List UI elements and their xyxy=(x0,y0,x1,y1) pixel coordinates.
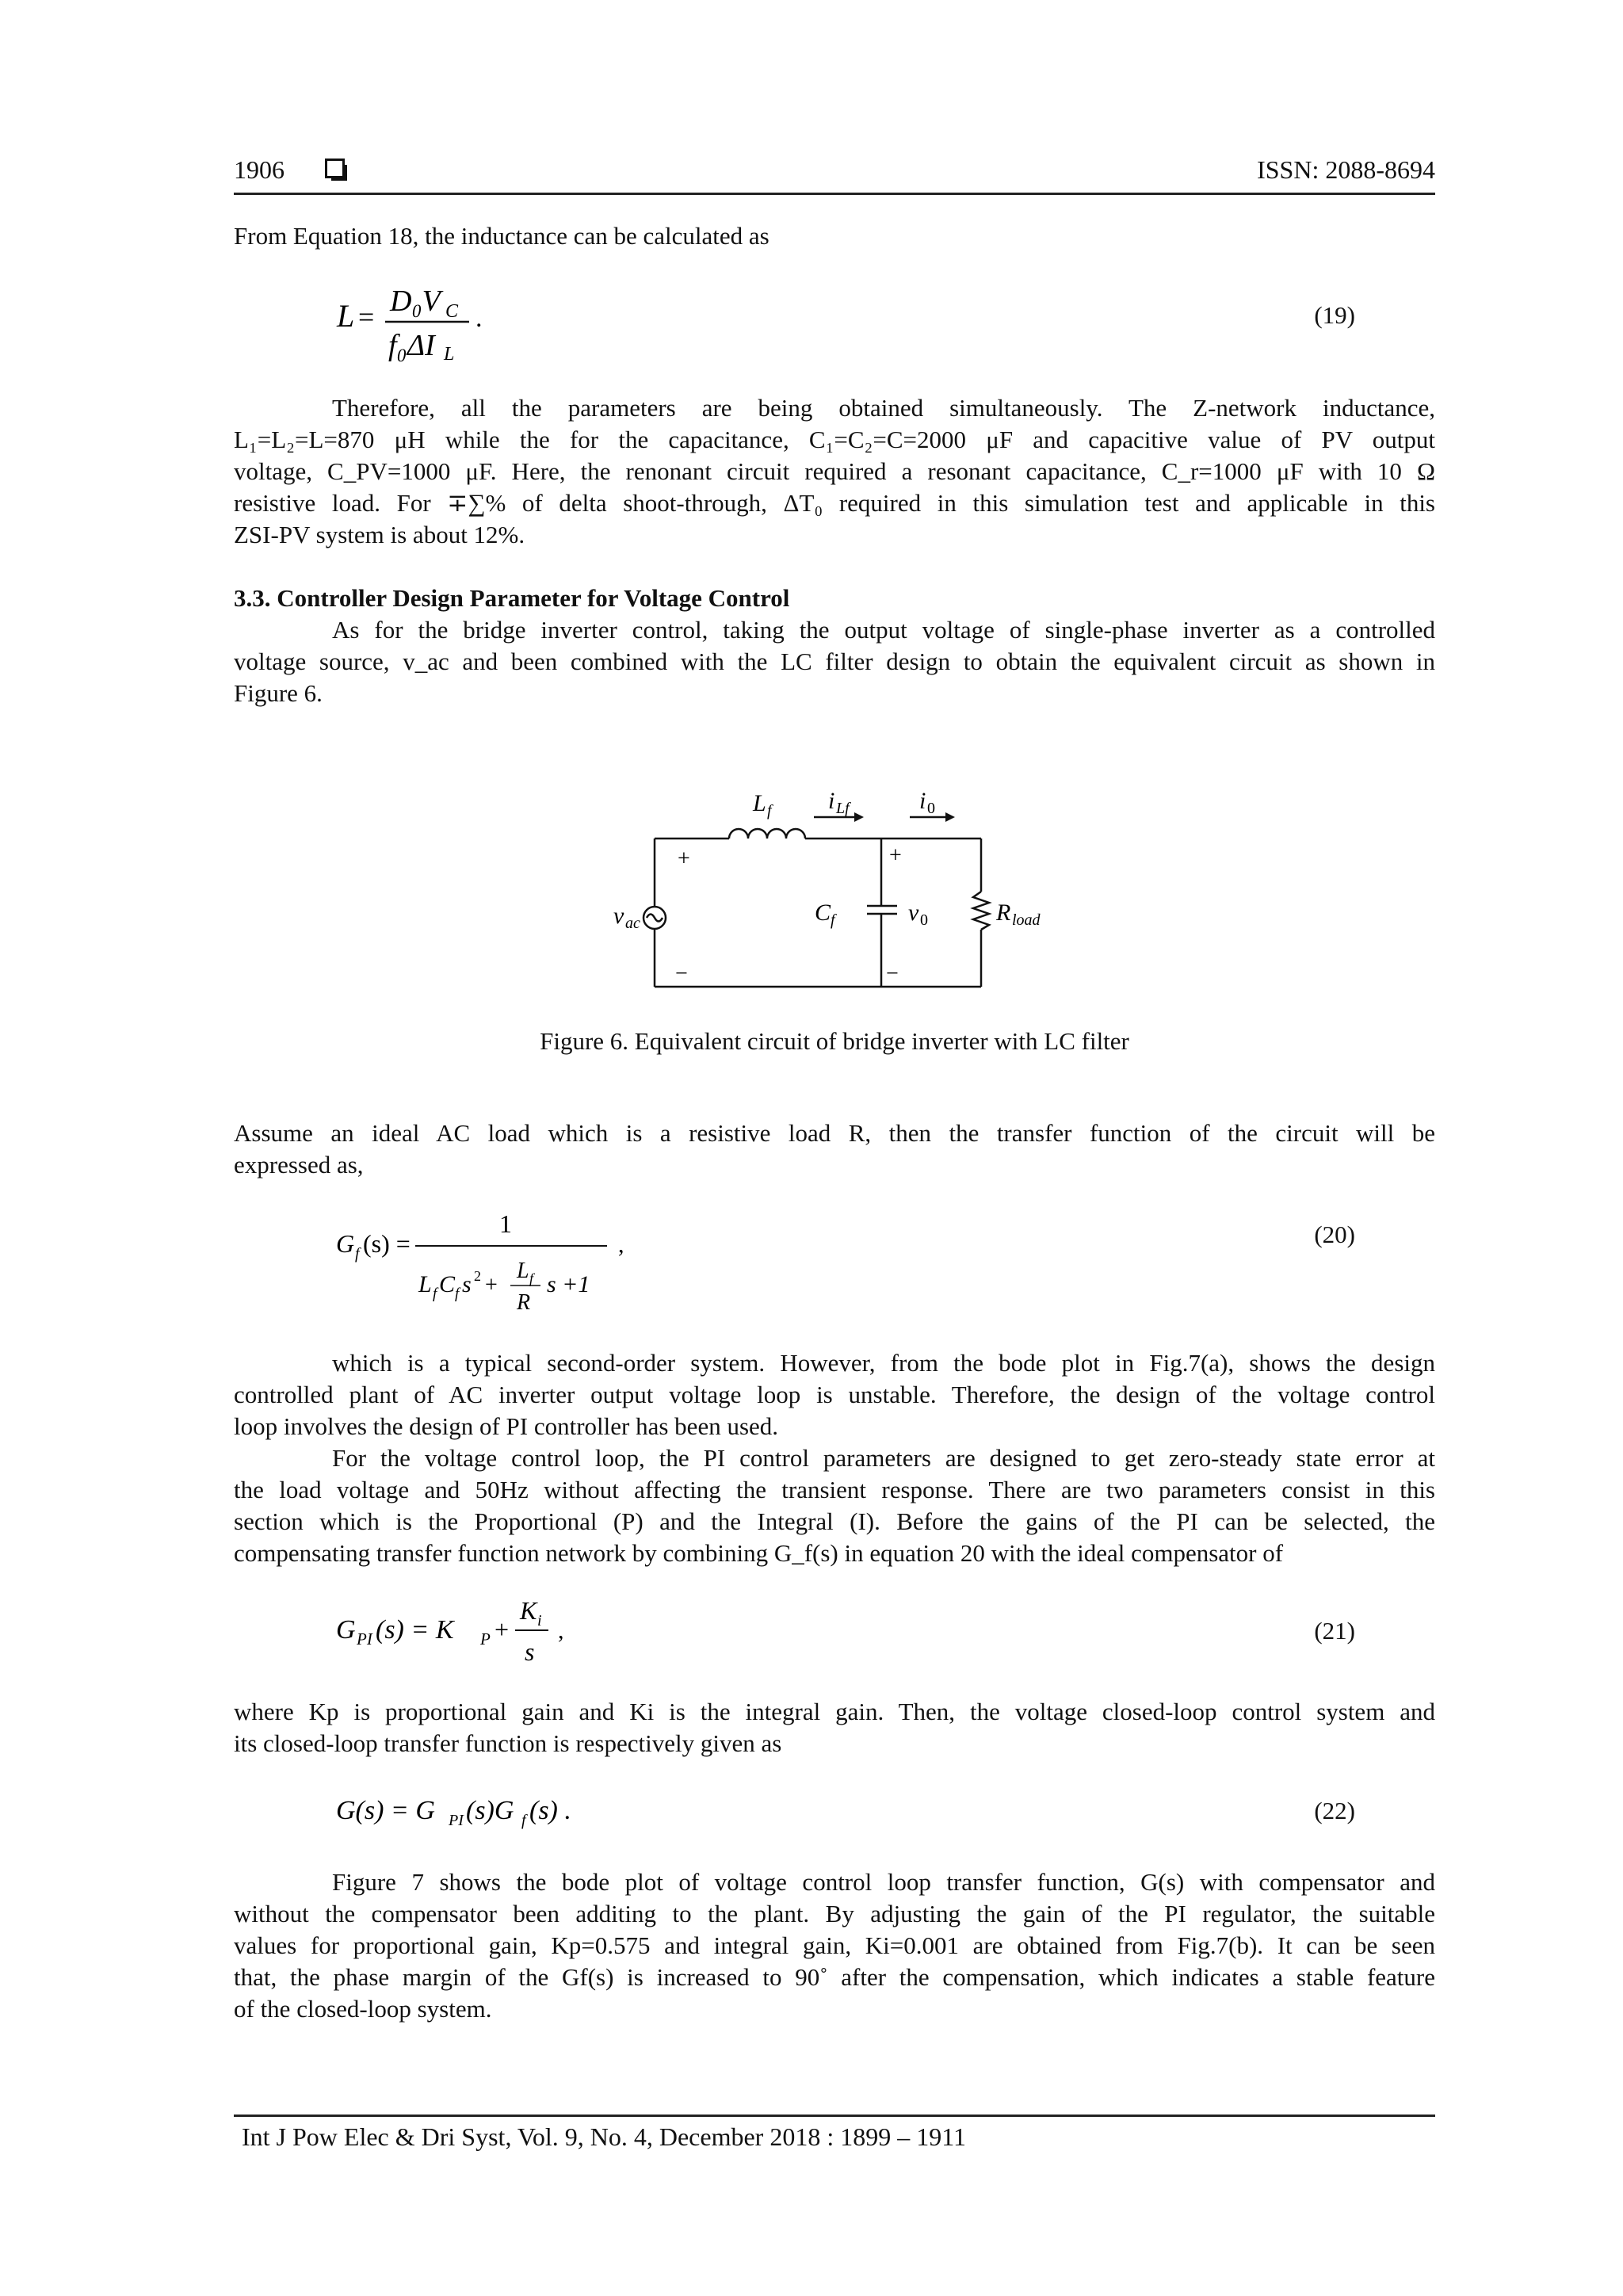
paragraph-parameters xyxy=(234,392,1435,551)
para4-line-2: controlled plant of AC inverter output voltage loop is unstable. Therefore, the design of the voltage control xyxy=(234,1381,1435,1408)
svg-text:G: G xyxy=(336,1615,356,1645)
svg-text:f: f xyxy=(455,1286,460,1302)
equation-22 xyxy=(333,1779,1442,1843)
page-number: 1906 xyxy=(234,155,285,184)
paragraph-bridge-control xyxy=(234,614,1435,709)
svg-text:,: , xyxy=(558,1618,564,1644)
para7-line-2: without the compensator been additing to the plant. By adjusting the gain of the PI regulator, the suitable xyxy=(234,1900,1435,1927)
equation-19-formula xyxy=(333,277,539,365)
plus-right: + xyxy=(889,843,902,868)
paragraph-closed-loop xyxy=(234,1696,1435,1759)
label-iLf: i xyxy=(828,788,835,814)
svg-text:1: 1 xyxy=(499,1209,512,1238)
para7-line-4: that, the phase margin of the Gf(s) is increased to 90˚ after the compensation, which indicates a stable feature xyxy=(234,1963,1435,1991)
footer-rule xyxy=(234,2115,1435,2117)
para1-line-5: ZSI-PV system is about 12%. xyxy=(234,521,525,548)
para4-line-3: loop involves the design of PI controller has been used. xyxy=(234,1412,779,1440)
svg-text:L: L xyxy=(418,1271,432,1297)
svg-text:s +1: s +1 xyxy=(547,1271,590,1297)
svg-text:i: i xyxy=(537,1612,542,1629)
label-v0-sub: 0 xyxy=(920,911,928,929)
svg-text:,: , xyxy=(618,1232,624,1258)
paragraph-bode-plot xyxy=(234,1866,1435,2025)
svg-text:G: G xyxy=(336,1229,355,1258)
footer-citation: Int J Pow Elec & Dri Syst, Vol. 9, No. 4, December 2018 : 1899 – 1911 xyxy=(242,2122,967,2151)
figure-6-caption: Figure 6. Equivalent circuit of bridge inverter with LC filter xyxy=(540,1027,1129,1055)
svg-text:f: f xyxy=(355,1245,360,1263)
label-vac: v xyxy=(613,903,624,929)
equation-22-number: (22) xyxy=(1314,1797,1355,1824)
section-heading: 3.3. Controller Design Parameter for Voltage Control xyxy=(234,584,790,612)
label-i0: i xyxy=(919,788,926,814)
header-rule xyxy=(234,193,1435,195)
label-v0: v xyxy=(908,900,919,926)
para3-line-2: expressed as, xyxy=(234,1151,364,1179)
plus-left: + xyxy=(678,846,690,871)
svg-text:R: R xyxy=(517,1290,531,1315)
equation-20 xyxy=(333,1205,1442,1316)
label-vac-sub: ac xyxy=(625,915,640,932)
para1-line-4: resistive load. For ∓∑% of delta shoot-through, ΔT₀ required in this simulation test and applicable in this xyxy=(234,489,1435,517)
label-iLf-sub: Lf xyxy=(836,800,850,817)
svg-text:.: . xyxy=(475,304,483,333)
svg-text:PI: PI xyxy=(357,1629,372,1648)
label-Cf-sub: f xyxy=(831,911,835,929)
para3-line-1: Assume an ideal AC load which is a resistive load R, then the transfer function of the circuit will be xyxy=(234,1119,1435,1147)
para5-line-4: compensating transfer function network by combining G_f(s) in equation 20 with the ideal compensator of xyxy=(234,1539,1284,1567)
svg-text:K: K xyxy=(520,1596,537,1625)
svg-text:(s)G: (s)G xyxy=(466,1796,514,1825)
para5-line-3: section which is the Proportional (P) and the Integral (I). Before the gains of the PI can be selected, the xyxy=(234,1507,1435,1535)
para6-line-1: where Kp is proportional gain and Ki is the integral gain. Then, the voltage closed-loop control system and xyxy=(234,1698,1435,1725)
minus-left: − xyxy=(675,961,688,986)
svg-text:2: 2 xyxy=(474,1268,481,1284)
svg-text:L: L xyxy=(444,344,455,365)
para1-line-3: voltage, C_PV=1000 μF. Here, the renonant circuit required a resonant capacitance, C_r=1000 μF with 10 Ω xyxy=(234,457,1435,485)
para6-line-2: its closed-loop transfer function is respectively given as xyxy=(234,1729,782,1757)
equation-19 xyxy=(333,277,1442,365)
equation-21 xyxy=(333,1589,1442,1668)
equation-20-number: (20) xyxy=(1314,1221,1355,1248)
svg-text:L: L xyxy=(337,298,355,334)
para5-line-2: the load voltage and 50Hz without affecting the transient response. There are two parameters consist in this xyxy=(234,1476,1435,1503)
svg-text:s: s xyxy=(462,1271,472,1297)
svg-text:PI: PI xyxy=(449,1812,464,1829)
svg-text:=: = xyxy=(358,301,375,333)
para7-line-5: of the closed-loop system. xyxy=(234,1995,492,2023)
intro-line: From Equation 18, the inductance can be calculated as xyxy=(234,222,769,250)
para1-line-2: L₁=L₂=L=870 μH while the for the capacitance, C₁=C₂=C=2000 μF and capacitive value of PV output xyxy=(234,426,1435,453)
resistor-symbol xyxy=(973,892,989,930)
svg-text:G(s) = G: G(s) = G xyxy=(336,1796,435,1825)
para2-line-3: Figure 6. xyxy=(234,679,323,707)
label-Lf: L xyxy=(753,790,766,816)
equation-21-number: (21) xyxy=(1314,1617,1355,1645)
svg-text:+: + xyxy=(485,1273,498,1297)
svg-text:P: P xyxy=(480,1629,491,1648)
circuit-diagram xyxy=(602,773,1078,1003)
paragraph-transfer-function xyxy=(234,1117,1435,1181)
para2-line-2: voltage source, v_ac and been combined with the LC filter design to obtain the equivalent circuit as shown in xyxy=(234,648,1435,675)
para7-line-1: Figure 7 shows the bode plot of voltage control loop transfer function, G(s) with compensator and xyxy=(332,1868,1435,1896)
paragraph-pi-parameters xyxy=(234,1442,1435,1569)
svg-text:C: C xyxy=(445,301,459,322)
svg-text:f: f xyxy=(433,1286,437,1302)
inductor-symbol xyxy=(729,829,805,839)
label-i0-sub: 0 xyxy=(927,800,935,817)
svg-text:(s) = K: (s) = K xyxy=(376,1615,454,1645)
equation-22-formula xyxy=(333,1779,618,1843)
svg-text:+: + xyxy=(495,1615,510,1644)
arrow-i0-head xyxy=(945,812,955,822)
equation-20-formula xyxy=(333,1205,650,1316)
label-Rload-sub: load xyxy=(1012,911,1041,929)
svg-text:D₀V: D₀V xyxy=(390,285,441,318)
issn: ISSN: 2088-8694 xyxy=(1257,155,1435,184)
para1-line-1: Therefore, all the parameters are being obtained simultaneously. The Z-network inductance, xyxy=(332,394,1435,422)
svg-text:f: f xyxy=(529,1270,534,1286)
figure-6-circuit xyxy=(602,773,1078,1003)
label-Lf-sub: f xyxy=(767,802,772,819)
arrow-iLf-head xyxy=(854,812,864,822)
label-Cf: C xyxy=(815,900,831,926)
paragraph-second-order xyxy=(234,1347,1435,1442)
para2-line-1: As for the bridge inverter control, taking the output voltage of single-phase inverter as a controlled xyxy=(332,616,1435,644)
svg-text:f₀ΔI: f₀ΔI xyxy=(388,329,435,362)
label-Rload: R xyxy=(996,900,1011,926)
svg-text:(s) =: (s) = xyxy=(363,1229,411,1258)
svg-text:L: L xyxy=(517,1259,529,1283)
ac-sine-wave xyxy=(647,915,663,922)
para5-line-1: For the voltage control loop, the PI control parameters are designed to get zero-steady state error at xyxy=(332,1444,1435,1472)
para4-line-1: which is a typical second-order system. However, from the bode plot in Fig.7(a), shows the design xyxy=(332,1349,1435,1377)
svg-text:C: C xyxy=(439,1271,456,1297)
svg-text:s: s xyxy=(525,1637,535,1666)
square-bullet-icon xyxy=(325,159,349,182)
para7-line-3: values for proportional gain, Kp=0.575 and integral gain, Ki=0.001 are obtained from Fig.7(b). It can be seen xyxy=(234,1931,1435,1959)
equation-19-number: (19) xyxy=(1314,301,1355,329)
equation-21-formula xyxy=(333,1589,586,1668)
minus-right: − xyxy=(886,961,899,986)
svg-text:f: f xyxy=(521,1812,526,1829)
svg-text:(s) .: (s) . xyxy=(529,1796,571,1825)
